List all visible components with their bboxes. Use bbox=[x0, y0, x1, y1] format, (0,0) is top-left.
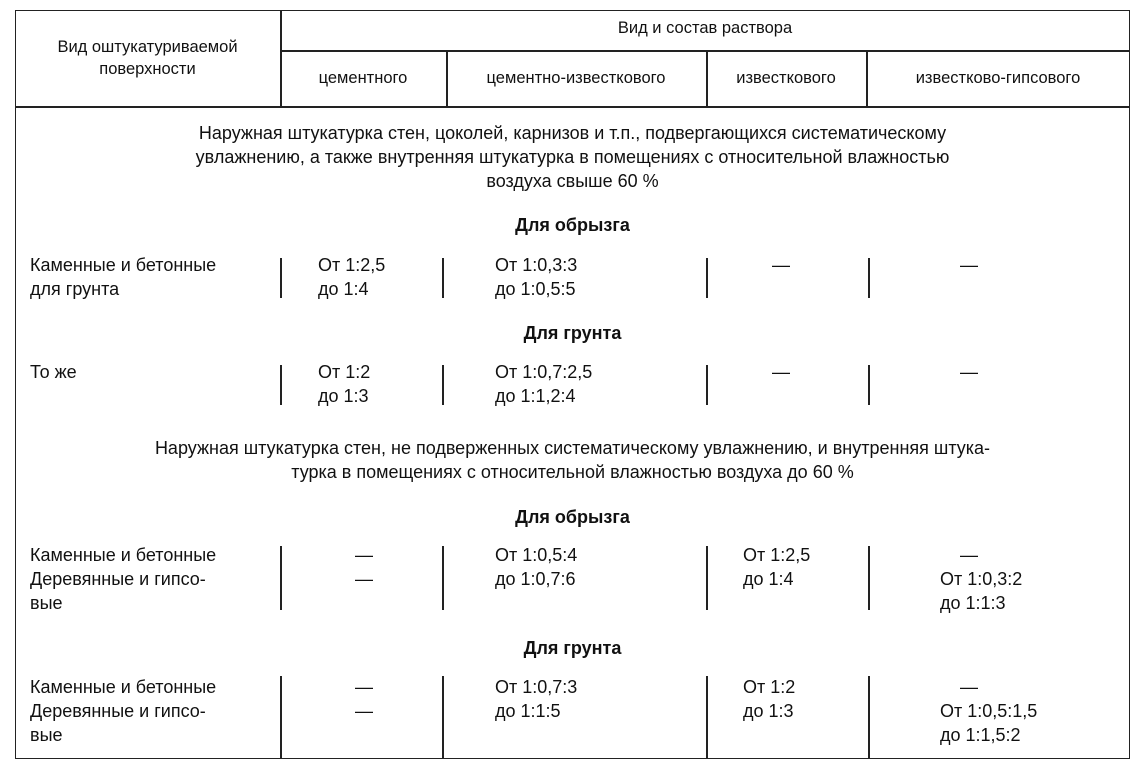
s2-ground-lime-gypsum-line3: до 1:1,5:2 bbox=[940, 725, 1021, 745]
s1-ground-lime: — bbox=[772, 362, 790, 382]
s1-spray-cement-lime-line2: до 1:0,5:5 bbox=[495, 279, 576, 299]
header-col-cement-lime: цементно-известкового bbox=[486, 69, 666, 87]
s2-ground-sep-3 bbox=[706, 676, 708, 759]
section1-title-line1: Наружная штукатурка стен, цоколей, карнизов и т.п., подвергающихся систематическому bbox=[198, 123, 947, 143]
s1-spray-sep-3 bbox=[706, 258, 708, 298]
s2-spray-cement-lime-line1: От 1:0,5:4 bbox=[495, 545, 578, 565]
s2-ground-lime-gypsum-line2: От 1:0,5:1,5 bbox=[940, 701, 1038, 721]
s1-ground-surface: То же bbox=[30, 362, 77, 382]
header-col-cement: цементного bbox=[318, 69, 408, 87]
s2-spray-surface-line3: вые bbox=[30, 593, 63, 613]
header-mortar-group: Вид и состав раствора bbox=[617, 19, 793, 37]
s1-ground-cement-line1: От 1:2 bbox=[318, 362, 371, 382]
section1-ground-subtitle: Для грунта bbox=[523, 323, 622, 343]
header-surface-line1: Вид оштукатуриваемой bbox=[57, 38, 238, 56]
s1-spray-cement-line1: От 1:2,5 bbox=[318, 255, 386, 275]
s2-spray-sep-2 bbox=[442, 546, 444, 610]
s1-ground-cement-line2: до 1:3 bbox=[318, 386, 369, 406]
header-col-lime-gypsum: известково-гипсового bbox=[915, 69, 1081, 87]
section1-title-line3: воздуха свыше 60 % bbox=[486, 171, 659, 191]
s2-ground-sep-2 bbox=[442, 676, 444, 759]
s1-ground-cement-lime-line1: От 1:0,7:2,5 bbox=[495, 362, 593, 382]
s2-ground-lime-line1: От 1:2 bbox=[743, 677, 796, 697]
s2-spray-cement-lime-line2: до 1:0,7:6 bbox=[495, 569, 576, 589]
s2-spray-surface-line2: Деревянные и гипсо- bbox=[30, 569, 206, 589]
s2-ground-surface-line2: Деревянные и гипсо- bbox=[30, 701, 206, 721]
s1-spray-lime: — bbox=[772, 255, 790, 275]
s2-spray-cement-line2: — bbox=[355, 569, 373, 589]
header-surface-line2: поверхности bbox=[99, 60, 196, 78]
s2-spray-sep-4 bbox=[868, 546, 870, 610]
s2-ground-surface-line1: Каменные и бетонные bbox=[30, 677, 217, 697]
s2-ground-lime-line2: до 1:3 bbox=[743, 701, 794, 721]
s1-ground-cement-lime-line2: до 1:1,2:4 bbox=[495, 386, 576, 406]
section1-spray-subtitle: Для обрызга bbox=[515, 215, 630, 235]
section2-spray-subtitle: Для обрызга bbox=[515, 507, 630, 527]
header-bottom-line bbox=[15, 106, 1130, 108]
s1-spray-cement-line2: до 1:4 bbox=[318, 279, 369, 299]
s2-ground-sep-1 bbox=[280, 676, 282, 759]
s1-ground-sep-1 bbox=[280, 365, 282, 405]
s1-spray-lime-gypsum: — bbox=[960, 255, 978, 275]
section2-title-line2: турка в помещениях с относительной влажностью воздуха до 60 % bbox=[291, 462, 854, 482]
s2-spray-lime-gypsum-line1: — bbox=[960, 545, 978, 565]
s2-spray-lime-gypsum-line3: до 1:1:3 bbox=[940, 593, 1006, 613]
s1-ground-sep-4 bbox=[868, 365, 870, 405]
section2-title-line1: Наружная штукатурка стен, не подверженных систематическому увлажнению, и внутренняя штука- bbox=[154, 438, 991, 458]
s1-spray-surface-line2: для грунта bbox=[30, 279, 120, 299]
header-col-lime: известкового bbox=[736, 69, 836, 87]
s2-ground-cement-lime-line2: до 1:1:5 bbox=[495, 701, 561, 721]
s1-spray-sep-2 bbox=[442, 258, 444, 298]
s2-spray-surface-line1: Каменные и бетонные bbox=[30, 545, 217, 565]
header-divider-group bbox=[280, 50, 1130, 52]
s2-spray-cement-line1: — bbox=[355, 545, 373, 565]
s2-ground-cement-line2: — bbox=[355, 701, 373, 721]
s1-spray-cement-lime-line1: От 1:0,3:3 bbox=[495, 255, 578, 275]
s2-spray-lime-line1: От 1:2,5 bbox=[743, 545, 811, 565]
s2-ground-sep-4 bbox=[868, 676, 870, 759]
s1-spray-sep-4 bbox=[868, 258, 870, 298]
s1-spray-surface-line1: Каменные и бетонные bbox=[30, 255, 217, 275]
s1-spray-sep-1 bbox=[280, 258, 282, 298]
s2-ground-lime-gypsum-line1: — bbox=[960, 677, 978, 697]
s2-spray-sep-3 bbox=[706, 546, 708, 610]
s2-spray-sep-1 bbox=[280, 546, 282, 610]
section1-title-line2: увлажнению, а также внутренняя штукатурка в помещениях с относительной влажностью bbox=[195, 147, 950, 167]
s1-ground-lime-gypsum: — bbox=[960, 362, 978, 382]
s1-ground-sep-3 bbox=[706, 365, 708, 405]
s2-ground-cement-lime-line1: От 1:0,7:3 bbox=[495, 677, 578, 697]
s1-ground-sep-2 bbox=[442, 365, 444, 405]
section2-ground-subtitle: Для грунта bbox=[523, 638, 622, 658]
s2-ground-cement-line1: — bbox=[355, 677, 373, 697]
s2-spray-lime-gypsum-line2: От 1:0,3:2 bbox=[940, 569, 1023, 589]
s2-spray-lime-line2: до 1:4 bbox=[743, 569, 794, 589]
s2-ground-surface-line3: вые bbox=[30, 725, 63, 745]
